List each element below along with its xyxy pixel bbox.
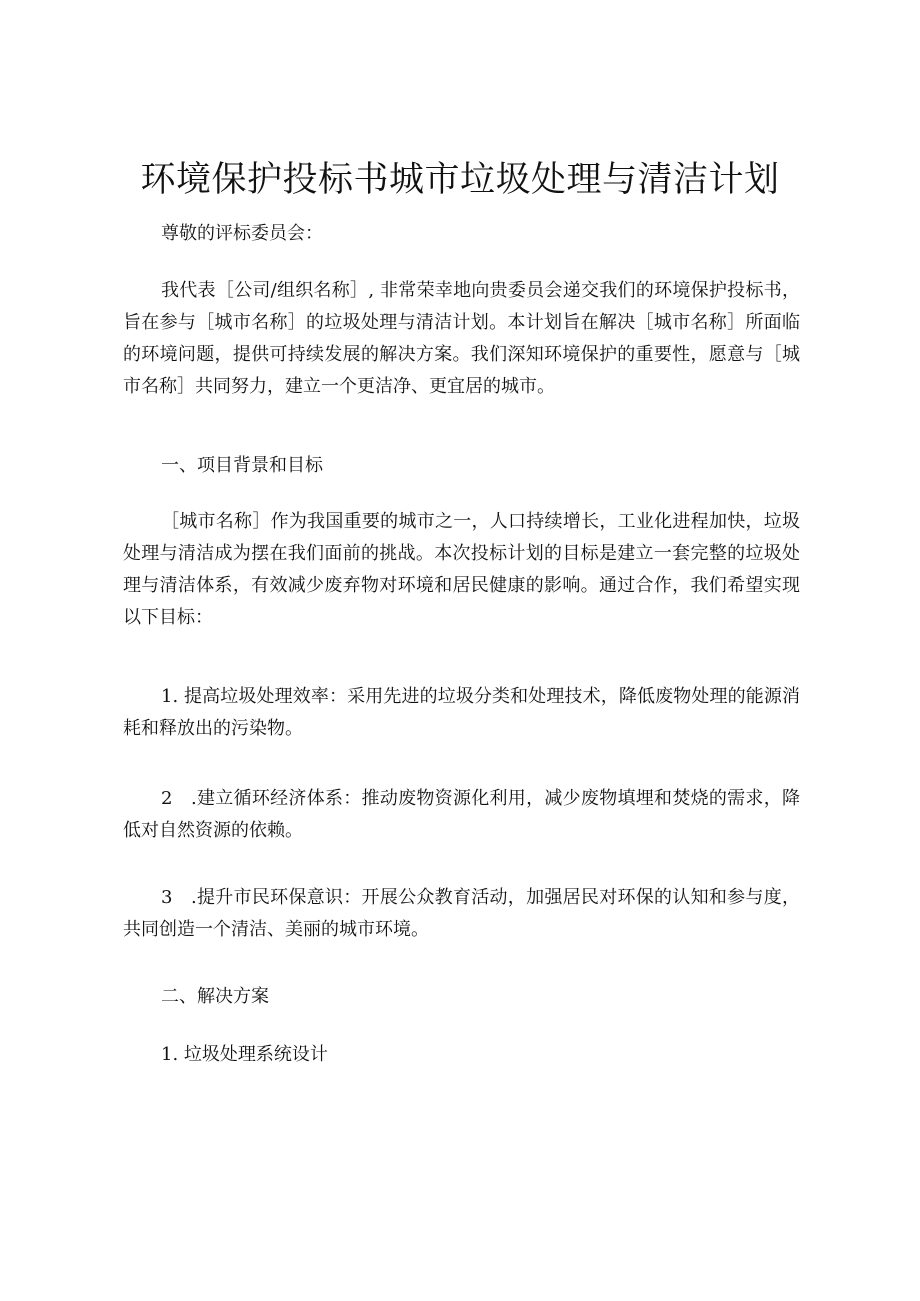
goal-2-paragraph: 2 .建立循环经济体系：推动废物资源化利用，减少废物填埋和焚烧的需求，降低对自然资源的依赖。 — [123, 788, 800, 841]
section2-heading: 二、解决方案 — [161, 986, 269, 1007]
section1-paragraph: ［城市名称］作为我国重要的城市之一，人口持续增长，工业化进程加快，垃圾处理与清洁成为摆在我们面前的挑战。本次投标计划的目标是建立一套完整的垃圾处理与清洁体系，有效减少废弃物对环境和居民健康的影响。通过合作，我们希望实现以下目标： — [123, 511, 800, 628]
section1-heading: 一、项目背景和目标 — [161, 455, 323, 476]
intro-paragraph: 我代表［公司/组织名称］, 非常荣幸地向贵委员会递交我们的环境保护投标书，旨在参与［城市名称］的垃圾处理与清洁计划。本计划旨在解决［城市名称］所面临的环境问题，提供可持续发展的解决方案。我们深知环境保护的重要性，愿意与［城市名称］共同努力，建立一个更洁净、更宜居的城市。 — [123, 280, 800, 397]
document-title: 环境保护投标书城市垃圾处理与清洁计划 — [140, 160, 780, 200]
section2-subheading-1: 1. 垃圾处理系统设计 — [161, 1044, 328, 1065]
goal-1-paragraph: 1. 提高垃圾处理效率：采用先进的垃圾分类和处理技术，降低废物处理的能源消耗和释放出的污染物。 — [123, 686, 800, 739]
salutation: 尊敬的评标委员会： — [161, 223, 323, 244]
goal-3-paragraph: 3 .提升市民环保意识：开展公众教育活动，加强居民对环保的认知和参与度，共同创造一个清洁、美丽的城市环境。 — [123, 887, 800, 940]
